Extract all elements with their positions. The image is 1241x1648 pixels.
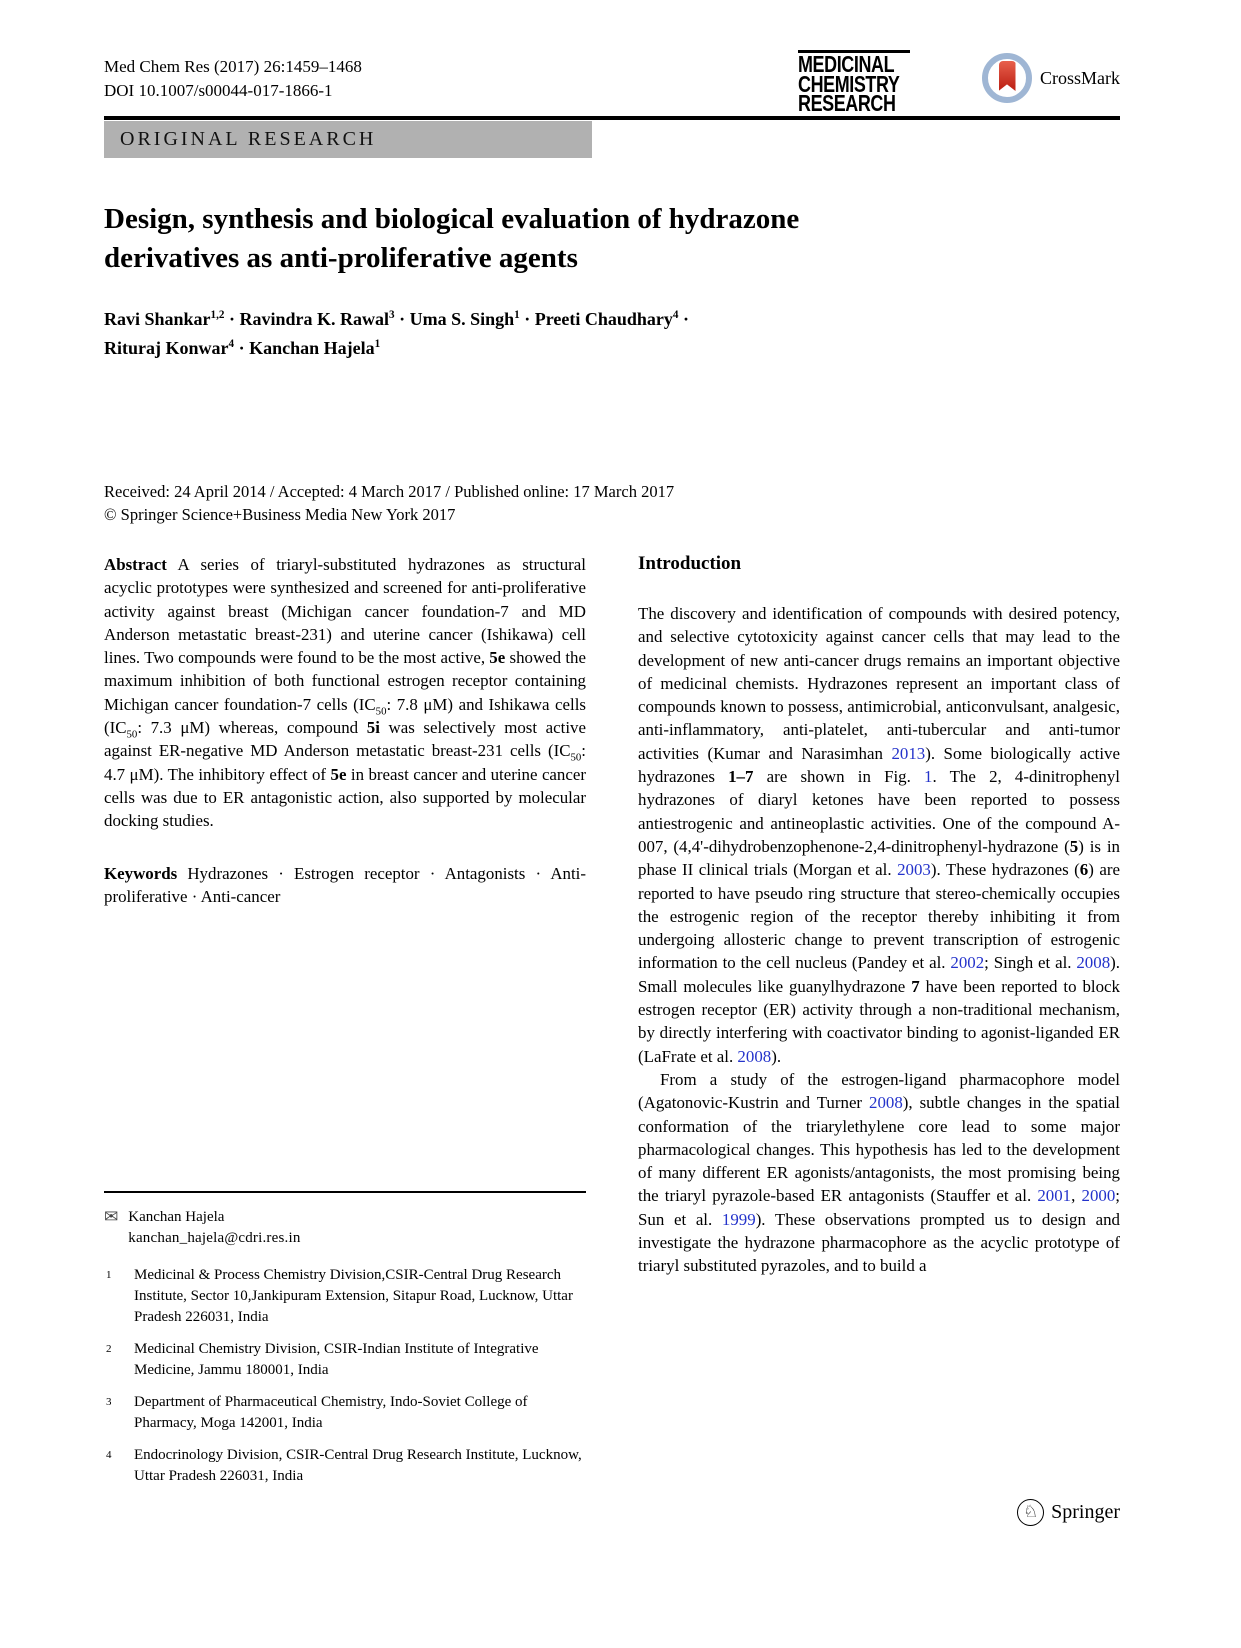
affiliation-2 [104, 1339, 586, 1381]
citation-link[interactable]: 2013 [891, 743, 926, 763]
springer-horse-icon: ♘ [1017, 1499, 1044, 1526]
copyright-line: © Springer Science+Business Media New York 2017 [104, 504, 456, 524]
envelope-icon: ✉ [104, 1207, 119, 1227]
introduction-paragraph-2: From a study of the estrogen-ligand pharmacophore model (Agatonovic-Kustrin and Turner 2008), subtle changes in the spatial conformation of the triarylethylene core lead to some major pharmacological changes. This hypothesis has led to the development of many different ER agonists/antagonists, the most promising being the triaryl pyrazole-based ER antagonists (Stauffer et al. 2001, 2000; Sun et al. 1999). These observations prompted us to design and investigate the hydrazone pharmacophore as the acyclic prototype of triaryl substituted pyrazoles, and to build a [638, 1069, 1120, 1276]
section-heading-introduction: Introduction [638, 553, 742, 574]
citation-link[interactable]: 2008 [1076, 953, 1111, 973]
affiliation-text: Endocrinology Division, CSIR-Central Drug Research Institute, Lucknow, Uttar Pradesh 226031, India [134, 1447, 582, 1484]
header-divider [104, 116, 1120, 120]
crossmark-ribbon-icon [999, 61, 1016, 91]
publication-history [104, 481, 1120, 526]
citation-link[interactable]: 2001 [1037, 1186, 1072, 1206]
footnote-divider [104, 1191, 586, 1193]
journal-header [104, 55, 362, 103]
affiliation-text: Medicinal Chemistry Division, CSIR-Indian Institute of Integrative Medicine, Jammu 180001, India [134, 1341, 539, 1378]
citation-link[interactable]: 1999 [721, 1209, 756, 1229]
journal-citation: Med Chem Res (2017) 26:1459–1468 [104, 57, 362, 76]
affiliation-text: Medicinal & Process Chemistry Division,CSIR-Central Drug Research Institute, Sector 10,Jankipuram Extension, Sitapur Road, Lucknow, Uttar Pradesh 226031, India [134, 1267, 573, 1325]
title-line: derivatives as anti-proliferative agents [104, 242, 578, 274]
article-type-label: ORIGINAL RESEARCH [120, 128, 377, 150]
article-title [104, 200, 1004, 278]
affiliation-number: 2 [106, 1343, 112, 1355]
journal-doi: DOI 10.1007/s00044-017-1866-1 [104, 81, 333, 100]
citation-link[interactable]: 2008 [869, 1093, 903, 1113]
affiliation-3 [104, 1392, 586, 1434]
correspondence [104, 1207, 586, 1249]
affiliation-number: 3 [106, 1396, 112, 1408]
right-column [638, 553, 1120, 1278]
citation-link[interactable]: 2003 [897, 860, 931, 880]
corresponding-author-name: Kanchan Hajela [128, 1209, 225, 1225]
affiliation-1 [104, 1265, 586, 1328]
title-line: Design, synthesis and biological evaluation of hydrazone [104, 203, 800, 235]
springer-logo [1017, 1499, 1120, 1526]
citation-link[interactable]: 2008 [737, 1046, 772, 1066]
citation-link[interactable]: 1 [924, 767, 933, 787]
journal-logo-line: CHEMISTRY [798, 70, 900, 97]
keywords-paragraph: Keywords Hydrazones · Estrogen receptor · Antagonists · Anti-proliferative · Anti-cancer [104, 863, 586, 906]
author-line: Rituraj Konwar$^4$ · Kanchan Hajela$^1$ [104, 338, 381, 358]
author-list [104, 305, 1004, 363]
corresponding-author-email[interactable]: kanchan_hajela@cdri.res.in [128, 1230, 301, 1246]
journal-logo-line: MEDICINAL [798, 51, 895, 77]
affiliation-number: 4 [106, 1449, 112, 1461]
journal-logo-line: RESEARCH [798, 90, 896, 116]
article-type-banner [104, 121, 592, 158]
springer-wordmark: Springer [1051, 1501, 1120, 1523]
footnotes-block [104, 1191, 586, 1498]
citation-link[interactable]: 2000 [1081, 1186, 1116, 1206]
affiliation-text: Department of Pharmaceutical Chemistry, Indo-Soviet College of Pharmacy, Moga 142001, India [134, 1394, 528, 1431]
journal-logo [798, 50, 910, 114]
introduction-paragraph-1: The discovery and identification of compounds with desired potency, and selective cytotoxicity against cancer cells that may lead to the development of new anti-cancer drugs remains an important objective of medicinal chemists. Hydrazones represent an important class of compounds known to possess, antimicrobial, anticonvulsant, analgesic, anti-inflammatory, anti-platelet, anti-tubercular and anti-tumor activities (Kumar and Narasimhan 2013). Some biologically active hydrazones 1–7 are shown in Fig. 1. The 2, 4-dinitrophenyl hydrazones of diaryl ketones have been reported to possess antiestrogenic and antineoplastic activities. One of the compound A-007, (4,4'-dihydrobenzophenone-2,4-dinitrophenyl-hydrazone (5) is in phase II clinical trials (Morgan et al. 2003). These hydrazones (6) are reported to have pseudo ring structure that stereo-chemically occupies the estrogenic region of the receptor thereby inhibiting it from undergoing allosteric change to prevent transcription of estrogenic information to the cell nucleus (Pandey et al. 2002; Singh et al. 2008). Small molecules like guanylhydrazone 7 have been reported to block estrogen receptor (ER) activity through a non-traditional mechanism, by directly interfering with coactivator binding to agonist-liganded ER (LaFrate et al. 2008). [638, 604, 1121, 1066]
left-column [104, 553, 586, 908]
affiliation-number: 1 [106, 1269, 112, 1281]
affiliation-4 [104, 1445, 586, 1487]
crossmark-icon [982, 53, 1032, 103]
received-accepted-line: Received: 24 April 2014 / Accepted: 4 March 2017 / Published online: 17 March 2017 [104, 482, 675, 501]
citation-link[interactable]: 2002 [950, 953, 985, 973]
page-content [104, 0, 1120, 1648]
crossmark-label: CrossMark [1040, 67, 1120, 88]
author-line: Ravi Shankar$^{1,2}$ · Ravindra K. Rawal$^3$ · Uma S. Singh$^1$ · Preeti Chaudhary$^4$ · [104, 309, 689, 329]
abstract-paragraph: Abstract A series of triaryl-substituted hydrazones as structural acyclic prototypes were synthesized and screened for anti-proliferative activity against breast (Michigan cancer foundation-7 and MD Anderson metastatic breast-231) and uterine cancer (Ishikawa) cell lines. Two compounds were found to be the most active, 5e showed the maximum inhibition of both functional estrogen receptor containing Michigan cancer foundation-7 cells ($IC_{50}$: 7.8 μM) and Ishikawa cells ($IC_{50}$: 7.3 μM) whereas, compound 5i was selectively most active against ER-negative MD Anderson metastatic breast-231 cells ($IC_{50}$: 4.7 μM). The inhibitory effect of 5e in breast cancer and uterine cancer cells was due to ER antagonistic action, also supported by molecular docking studies. [104, 555, 586, 831]
crossmark-badge[interactable] [982, 53, 1120, 103]
